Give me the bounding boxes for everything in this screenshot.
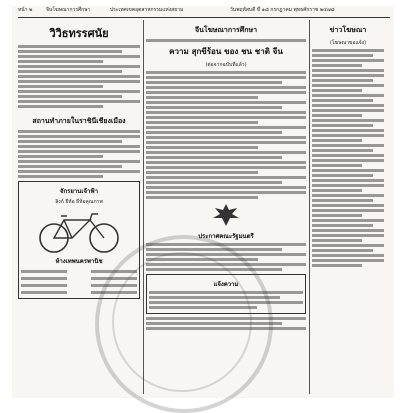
section-heading: สถานทำภายในราชินีเชียงเมือง bbox=[18, 116, 140, 127]
article-headline: ความ สุกขีร้อน ของ ชน ชาติ จีน bbox=[146, 45, 306, 58]
text-line bbox=[18, 85, 103, 88]
text-line bbox=[312, 124, 373, 127]
text-line bbox=[146, 146, 258, 149]
text-line bbox=[146, 91, 306, 94]
text-line bbox=[312, 254, 384, 257]
text-line bbox=[21, 270, 67, 273]
announcement-title: ประกาศคณะรัฐมนตรี bbox=[146, 231, 306, 241]
text-line bbox=[312, 89, 362, 92]
text-line bbox=[18, 75, 140, 78]
text-line bbox=[18, 90, 140, 93]
text-line bbox=[18, 135, 140, 138]
text-line bbox=[312, 194, 384, 197]
text-line bbox=[18, 60, 103, 63]
masthead bbox=[18, 6, 390, 16]
text-line bbox=[146, 121, 258, 124]
text-line bbox=[146, 71, 306, 74]
text-line bbox=[146, 141, 306, 144]
text-line bbox=[312, 184, 384, 187]
text-line bbox=[18, 55, 140, 58]
text-line bbox=[146, 81, 282, 84]
text-line bbox=[312, 109, 384, 112]
text-line bbox=[312, 174, 373, 177]
text-line bbox=[146, 126, 306, 129]
text-line bbox=[312, 149, 373, 152]
text-line bbox=[18, 150, 140, 153]
text-line bbox=[18, 170, 140, 173]
text-line bbox=[146, 136, 306, 139]
text-line bbox=[312, 54, 373, 57]
text-line bbox=[312, 214, 362, 217]
text-line bbox=[312, 189, 362, 192]
masthead-location: ประเทศเขตอุตสาหกรรมแห่งสยาม bbox=[110, 6, 183, 14]
text-line bbox=[312, 59, 384, 62]
text-line bbox=[312, 134, 384, 137]
text-line bbox=[18, 155, 103, 158]
masthead-date: วันพฤหัสบดี ที่ ๑๘ กรกฎาคม พุทธศักราช ๒๔๗๘ bbox=[230, 6, 335, 14]
page-number: หน้า ๒ bbox=[18, 6, 32, 14]
text-line bbox=[146, 156, 282, 159]
text-line bbox=[146, 96, 258, 99]
text-line bbox=[312, 79, 373, 82]
text-line bbox=[312, 199, 373, 202]
text-line bbox=[312, 119, 384, 122]
text-line bbox=[146, 151, 306, 154]
text-line bbox=[146, 116, 306, 119]
library-stamp-inner-ring bbox=[112, 252, 252, 392]
text-line bbox=[146, 101, 306, 104]
notice-title: แจ้งความ bbox=[149, 279, 303, 289]
column-title: จีนโฆษณาการศึกษา bbox=[146, 25, 306, 36]
text-line bbox=[146, 161, 306, 164]
text-line bbox=[312, 264, 362, 267]
text-line bbox=[312, 224, 373, 227]
text-line bbox=[312, 84, 384, 87]
text-line bbox=[146, 86, 306, 89]
masthead-rule bbox=[18, 17, 390, 18]
text-line bbox=[312, 94, 384, 97]
text-line bbox=[18, 95, 122, 98]
text-line bbox=[312, 204, 384, 207]
text-line bbox=[312, 64, 362, 67]
text-line bbox=[312, 164, 362, 167]
text-line bbox=[146, 76, 306, 79]
text-line bbox=[312, 114, 362, 117]
bicycle-icon bbox=[34, 208, 124, 254]
text-line bbox=[18, 80, 140, 83]
text-line bbox=[146, 176, 306, 179]
text-line bbox=[146, 196, 258, 199]
text-line bbox=[312, 219, 384, 222]
text-line bbox=[146, 111, 306, 114]
text-line bbox=[312, 99, 373, 102]
text-line bbox=[312, 159, 384, 162]
text-line bbox=[18, 65, 140, 68]
text-line bbox=[312, 209, 384, 212]
text-line bbox=[21, 284, 67, 287]
text-line bbox=[146, 191, 306, 194]
text-line bbox=[312, 169, 384, 172]
text-line bbox=[18, 160, 140, 163]
text-line bbox=[146, 186, 306, 189]
text-line bbox=[18, 165, 122, 168]
text-line bbox=[18, 130, 140, 133]
column-title: วิวิธทรรศนัย bbox=[18, 24, 140, 42]
text-line bbox=[18, 105, 103, 108]
ad-subtitle: ลิงก์ ยี่ห้อ ยี่ห้อคุณภาพ bbox=[21, 198, 137, 206]
text-line bbox=[312, 129, 384, 132]
column-divider bbox=[309, 20, 310, 394]
text-line bbox=[312, 144, 384, 147]
text-line bbox=[146, 131, 282, 134]
text-line bbox=[312, 154, 384, 157]
text-line bbox=[312, 244, 384, 247]
text-line bbox=[312, 139, 362, 142]
text-line bbox=[18, 100, 140, 103]
column-right bbox=[312, 22, 384, 396]
text-line bbox=[18, 175, 103, 178]
text-line bbox=[312, 234, 384, 237]
text-line bbox=[312, 229, 384, 232]
column-title: ข่าวโฆษณา bbox=[312, 25, 384, 36]
text-line bbox=[18, 140, 122, 143]
text-line bbox=[21, 291, 67, 294]
text-line bbox=[18, 145, 140, 148]
text-line bbox=[146, 166, 306, 169]
text-line bbox=[18, 70, 122, 73]
text-line bbox=[312, 104, 384, 107]
paper-name: จีนโฆษณาการศึกษา bbox=[46, 6, 90, 14]
garuda-emblem-icon bbox=[211, 202, 241, 228]
text-line bbox=[312, 69, 384, 72]
text-line bbox=[312, 49, 384, 52]
text-line bbox=[18, 45, 140, 48]
text-line bbox=[146, 171, 258, 174]
text-line bbox=[146, 106, 282, 109]
text-line bbox=[312, 249, 373, 252]
text-line bbox=[312, 74, 384, 77]
text-line bbox=[146, 181, 282, 184]
text-line bbox=[18, 50, 122, 53]
ad-title: จักรยานเจ้าฟ้า bbox=[21, 186, 137, 196]
text-line bbox=[21, 277, 67, 280]
text-line bbox=[312, 179, 384, 182]
shop-name: ห้างเทพนครพานิช bbox=[21, 256, 137, 266]
column-subtitle: (โฆษณาขอแจ้ง) bbox=[312, 39, 384, 47]
article-subhead: (ต่อจากฉบับที่แล้ว) bbox=[146, 61, 306, 69]
text-line bbox=[312, 239, 362, 242]
text-line bbox=[312, 259, 384, 262]
text-line bbox=[146, 39, 306, 42]
